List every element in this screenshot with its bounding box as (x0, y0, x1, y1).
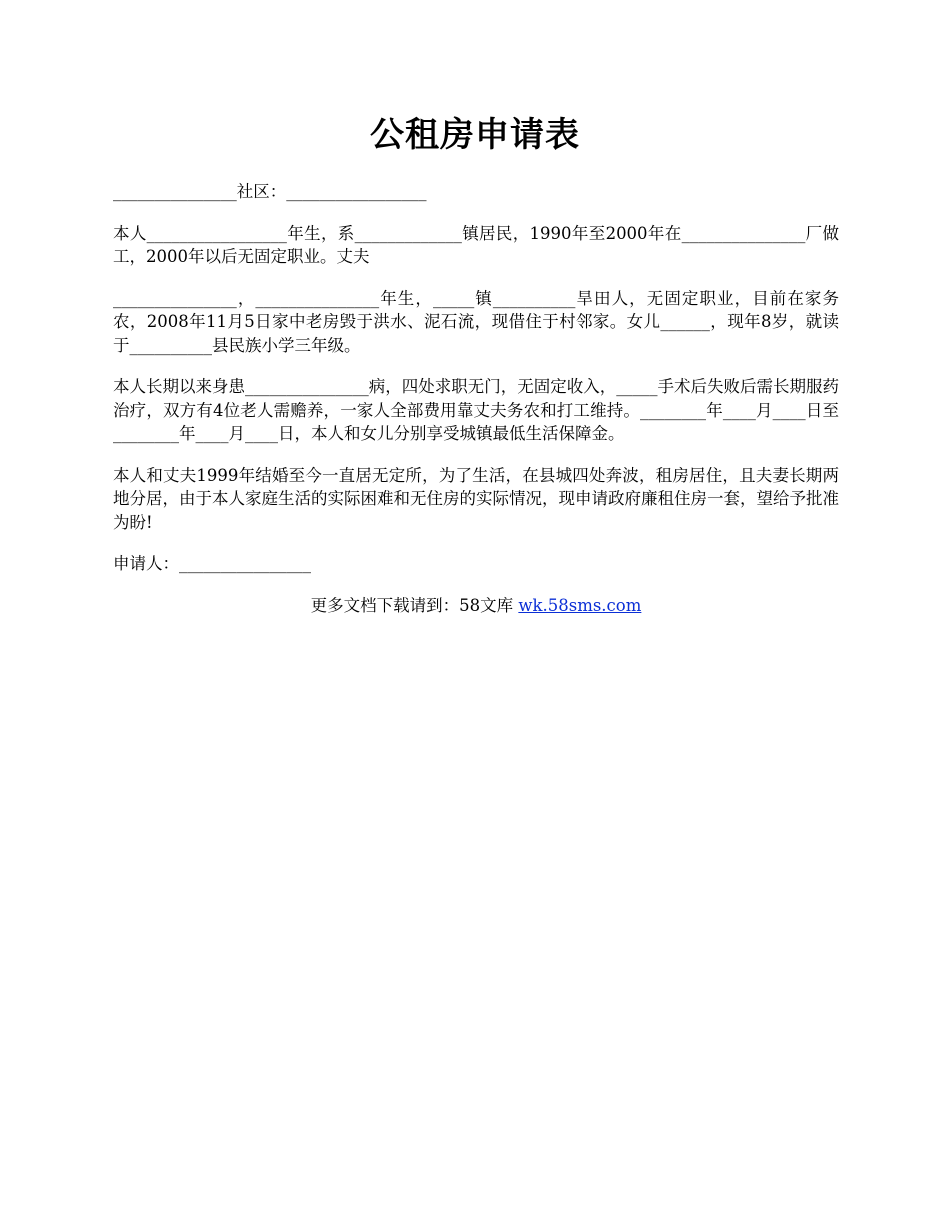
footer-text: 更多文档下载请到：58文库 (310, 595, 519, 615)
family-info-paragraph: _______________，_______________年生，_____镇__________旱田人，无固定职业，目前在家务农，2008年11月5日家中老房毁于洪水、泥石流，现借住于村邻家。女儿______，现年8岁，就读于__________县民族小学三年级。 (113, 288, 839, 355)
document-body (113, 180, 839, 617)
health-income-paragraph: 本人长期以来身患_______________病，四处求职无门，无固定收入，_____手术后失败后需长期服药治疗，双方有4位老人需赡养，一家人全部费用靠丈夫务农和打工维持。________年____月____日至________年____月____日，本人和女儿分别享受城镇最低生活保障金。 (113, 377, 839, 443)
housing-request-paragraph: 本人和丈夫1999年结婚至今一直居无定所，为了生活，在县城四处奔波，租房居住，且夫妻长期两地分居，由于本人家庭生活的实际困难和无住房的实际情况，现申请政府廉租住房一套，望给予批准为盼! (113, 465, 839, 532)
community-line: _______________社区：_________________ (113, 182, 427, 201)
page-title: 公租房申请表 (370, 115, 580, 155)
footer-link[interactable]: wk.58sms.com (518, 595, 642, 615)
applicant-signature-line: 申请人：________________ (113, 554, 311, 573)
footer-note (113, 594, 839, 618)
applicant-intro-paragraph: 本人_________________年生，系_____________镇居民，1990年至2000年在_______________厂做工，2000年以后无固定职业。丈夫 (113, 223, 839, 266)
